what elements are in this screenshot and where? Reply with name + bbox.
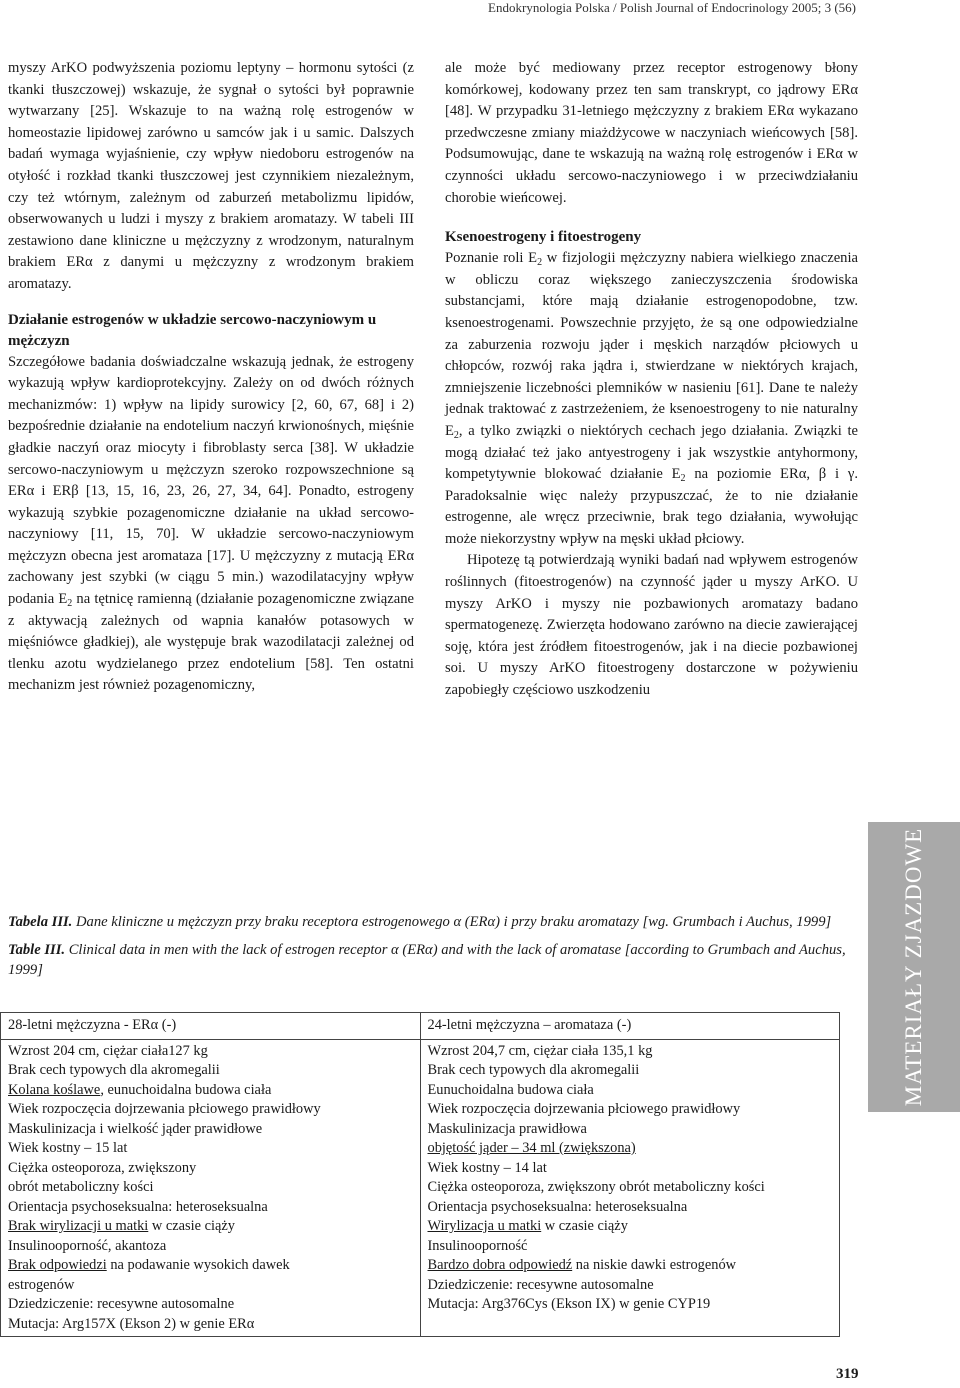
table-line: Maskulinizacja prawidłowa — [427, 1120, 587, 1137]
table-line: estrogenów — [8, 1276, 75, 1293]
text-run: Szczegółowe badania doświadczalne wskazują jednak, że estrogeny wykazują wpływ kardioprotekcyjny. Zależy on od dwóch różnych mechanizmów: 1) wpływ na lipidy surowicy [2, 60, 67, 68] i 2) bezpośrednie działanie na endotelium naczyń krwionośnych, mięśnie gładkie naczyń oraz miocyty i fibroblasty serca [38]. W układzie sercowo-naczyniowym u mężczyzn szeroko rozpowszechnione są ERα i ERβ [13, 15, 16, 23, 26, 27, 34, 64]. Ponadto, estrogeny wykazują szybkie pozagenomiczne działanie na układ sercowo-naczyniowy [11, 15, 70]. W układzie sercowo-naczyniowym mężczyzn obecna jest aromataza [17]. U mężczyzny z mutacją ERα zachowany jest szybki (w ciągu 5 min.) wazodilatacyjny wpływ podania E — [8, 353, 414, 608]
table-line: Maskulinizacja i wielkość jąder prawidłowe — [8, 1120, 263, 1137]
left-paragraph-1: myszy ArKO podwyższenia poziomu leptyny – hormonu sytości (z tkanki tłuszczowej) wskazuje, że sygnał o sytości był poprawnie wytwarzany [25]. Wskazuje to na ważną rolę estrogenów w homeostazie lipidowej zarówno u samców jak i u samic. Dalszych badań wymaga wyjaśnienie, czy wpływ niedoboru estrogenów na otyłość i rozkład tkanki tłuszczowej jest czynnikiem niezależnym, czy też wtórnym, zależnym od zaburzeń metabolizmu lipidów, obserwowanych u ludzi i myszy z brakiem aromatazy. W tabeli III zestawiono dane kliniczne u mężczyzny z wrodzonym, naturalnym brakiem ERα z danymi u mężczyzny z wrodzonym brakiem aromatazy. — [8, 60, 414, 292]
table-line: Brak cech typowych dla akromegalii — [427, 1062, 640, 1078]
table-line: Eunuchoidalna budowa ciała — [427, 1081, 594, 1098]
table-line: Wiek rozpoczęcia dojrzewania płciowego prawidłowy — [427, 1101, 741, 1117]
table-line: Wiek rozpoczęcia dojrzewania płciowego prawidłowy — [8, 1101, 321, 1117]
table-line: Insulinooporność — [427, 1237, 528, 1254]
table-line: Orientacja psychoseksualna: heteroseksualna — [8, 1198, 268, 1215]
subscript: 2 — [67, 598, 73, 610]
table-line: Ciężka osteoporoza, zwiększony — [8, 1159, 197, 1176]
section-heading-cardiovascular: Działanie estrogenów w układzie sercowo-naczyniowym u mężczyzn — [8, 311, 377, 349]
caption-label: Tabela III. — [8, 914, 73, 930]
caption-english — [8, 940, 868, 980]
underlined-text: Wirylizacja u matki — [427, 1218, 542, 1234]
table-line: Brak odpowiedzi na podawanie wysokich dawek — [8, 1257, 290, 1273]
caption-text: Clinical data in men with the lack of estrogen receptor α (ERα) and with the lack of aromatase [according to Grumbach and Auchus, 1999] — [8, 942, 846, 978]
section-sidebar-tab — [868, 822, 960, 1112]
table-line: Orientacja psychoseksualna: heteroseksualna — [427, 1198, 688, 1215]
text-run: na tętnicę ramienną (działanie pozagenomiczne związane z aktywacją zależnych od wapnia kanałów potasowych w mięśniówce gładkiej), ale występuje brak wazodilatacji zależnej od tlenku azotu wydzielanego przez endotelium [58]. Ten ostatni mechanizm jest również pozagenomiczny, — [8, 591, 414, 694]
table-line: Insulinooporność, akantoza — [8, 1237, 167, 1254]
table-line: Brak cech typowych dla akromegalii — [8, 1062, 220, 1078]
table-header-cell: 24-letni mężczyzna – aromataza (-) — [420, 1013, 840, 1040]
table-line: Wzrost 204 cm, ciężar ciała127 kg — [8, 1042, 208, 1059]
table-captions — [8, 912, 868, 988]
table-line: Dziedziczenie: recesywne autosomalne — [427, 1276, 654, 1293]
page-number: 319 — [836, 1366, 859, 1382]
underlined-text: Brak wirylizacji u matki — [8, 1218, 149, 1234]
underlined-text: objętość jąder – 34 ml (zwiększona) — [427, 1140, 636, 1156]
table-line — [428, 1139, 833, 1159]
caption-text: Dane kliniczne u mężczyzn przy braku receptora estrogenowego α (ERα) i przy braku aromatazy [wg. Grumbach i Auchus, 1999] — [72, 914, 832, 930]
text-run: w fizjologii mężczyzny nabiera wielkiego znaczenia w obliczu coraz większego zanieczyszczenia środowiska substancjami, które mają działanie estrogenopodobne, tzw. ksenoestrogenami. Powszechnie przyjęto, że są one odpowiedzialne za zaburzenia rozwoju jąder i męskich narządów płciowych u chłopców, rozwój raka jądra i, stwierdzane w niektórych krajach, zmniejszenie liczebności plemników w nasieniu [61]. Dane te należy jednak traktować z zastrzeżeniem, że ksenoestrogeny to nie naturalny E — [445, 250, 858, 439]
text-run: Poznanie roli E — [445, 250, 538, 267]
table-line: Ciężka osteoporoza, zwiększony obrót metaboliczny kości — [427, 1179, 765, 1195]
table-line: Mutacja: Arg376Cys (Ekson IX) w genie CYP19 — [427, 1296, 711, 1312]
running-header: Endokrynologia Polska / Polish Journal of Endocrinology 2005; 3 (56) — [488, 0, 856, 15]
table-line: Wzrost 204,7 cm, ciężar ciała 135,1 kg — [427, 1042, 653, 1059]
section-heading-xenoestrogens: Ksenoestrogeny i fitoestrogeny — [445, 229, 642, 246]
subscript: 2 — [680, 473, 686, 485]
table-line: Wiek kostny – 15 lat — [8, 1140, 128, 1156]
table-line: Wirylizacja u matki w czasie ciąży — [427, 1218, 628, 1234]
underlined-text: Kolana koślawe — [8, 1081, 101, 1098]
right-paragraph-2 — [445, 248, 858, 550]
subscript: 2 — [537, 257, 543, 269]
table-line: Dziedziczenie: recesywne autosomalne — [8, 1296, 235, 1312]
underlined-text: Brak odpowiedzi — [8, 1257, 107, 1273]
subscript: 2 — [453, 429, 459, 441]
table-cell-aromatase-patient — [420, 1039, 840, 1337]
table-line: Bardzo dobra odpowiedź na niskie dawki estrogenów — [427, 1257, 737, 1273]
underlined-text: Bardzo dobra odpowiedź — [427, 1257, 573, 1273]
table-row — [1, 1039, 840, 1337]
table-cell-era-patient — [1, 1039, 421, 1337]
table-header-cell: 28-letni mężczyzna - ERα (-) — [1, 1013, 421, 1040]
text-run: , a tylko związki o niektórych cechach jego działania. Związki te mogą działać też jako antyestrogeny i jak wszystkie antyhormony, kompetytywnie blokować działanie E — [445, 422, 858, 483]
text-run: na poziomie ERα, β i γ. Paradoksalnie więc należy przypuszczać, że to nie działanie estrogenne, ale wręcz przeciwnie, brak tego działania, wywołując może niekorzystny wpływ na męski układ płciowy. — [445, 466, 858, 547]
clinical-data-table — [0, 1012, 840, 1337]
sidebar-label: MATERIAŁY ZJAZDOWE — [901, 827, 926, 1107]
table-line: Mutacja: Arg157X (Ekson 2) w genie ERα — [8, 1315, 255, 1332]
right-paragraph-3: Hipotezę tą potwierdzają wyniki badań nad wpływem estrogenów roślinnych (fitoestrogenów) na czynność jąder u myszy ArKO. U myszy ArKO i myszy nie pozbawionych aromatazy badano spermatogenezę. Zwierzęta hodowano zarówno na diecie zawierającej soję, która jest źródłem fitoestrogenów, jak i na diecie pozbawionej soi. U myszy ArKO fitoestrogeny dostarczone w pożywieniu zapobiegły częściowo uszkodzeniu — [445, 552, 858, 699]
table-line: obrót metaboliczny kości — [8, 1179, 154, 1195]
caption-label: Table III. — [8, 942, 66, 958]
table-line: Wiek kostny – 14 lat — [427, 1159, 547, 1176]
left-paragraph-2 — [8, 352, 414, 698]
table-line: Brak wirylizacji u matki w czasie ciąży — [8, 1218, 235, 1234]
caption-polish — [8, 912, 868, 932]
table-header-row — [1, 1013, 840, 1040]
right-paragraph-1: ale może być mediowany przez receptor estrogenowy błony komórkowej, kodowany przez ten sam transkrypt, co jądrowy ERα [48]. W przypadku 31-letniego mężczyzny z brakiem ERα wykazano przedwczesne zmiany miażdżycowe w naczyniach wieńcowych [58]. Podsumowując, dane te wskazują na ważną rolę estrogenów i ERα w czynności układu sercowo-naczyniowego i w przeciwdziałaniu chorobie wieńcowej. — [445, 60, 858, 206]
table-line: Kolana koślawe, eunuchoidalna budowa ciała — [8, 1081, 272, 1098]
right-column — [445, 58, 858, 702]
left-column — [8, 58, 414, 697]
